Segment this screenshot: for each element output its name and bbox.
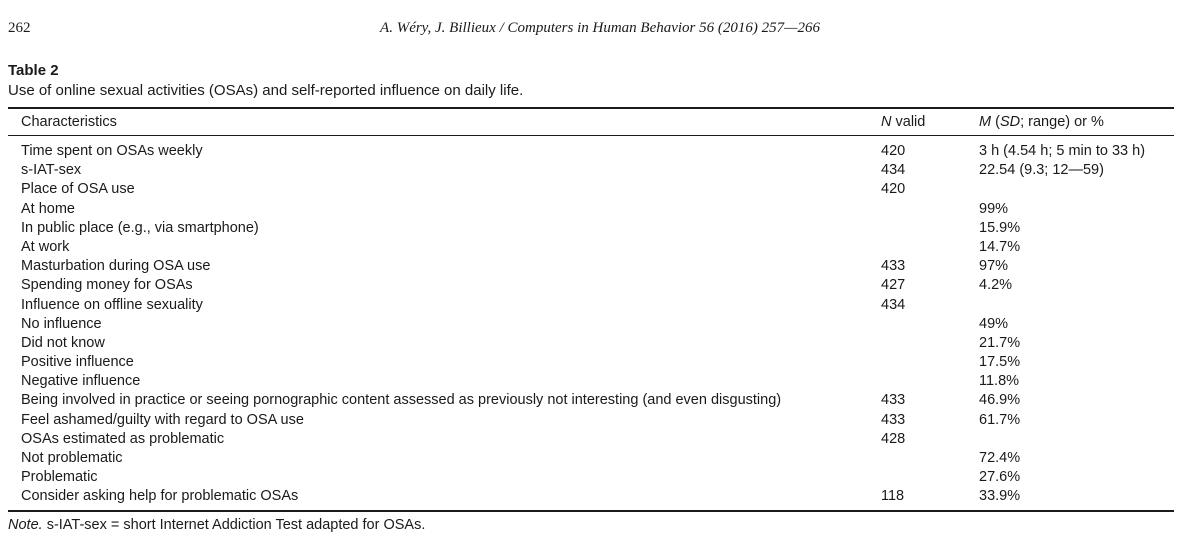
row-value: 99% (979, 200, 1009, 217)
row-label: Did not know (21, 334, 105, 351)
table-row (0, 487, 1200, 506)
running-head: A. Wéry, J. Billieux / Computers in Human Behavior 56 (2016) 257—266 (380, 20, 820, 36)
row-n: 433 (881, 411, 906, 428)
row-value: 17.5% (979, 354, 1021, 371)
table-row (0, 142, 1200, 161)
table-note (8, 517, 425, 533)
table-row (0, 430, 1200, 449)
table-row (0, 353, 1200, 372)
row-n: 420 (881, 143, 906, 159)
table-row (0, 180, 1200, 199)
table-row (0, 257, 1200, 276)
row-value: 4.2% (979, 277, 1013, 294)
row-label: Spending money for OSAs (21, 277, 193, 294)
column-header-m-open: ( (991, 114, 1000, 130)
row-value: 72.4% (979, 450, 1021, 466)
table-bottom-rule (8, 510, 1174, 512)
column-header-mean (979, 112, 1104, 132)
row-value: 3 h (4.54 h; 5 min to 33 h) (979, 143, 1146, 159)
table-row (0, 449, 1200, 468)
column-header-sd-symbol: SD (999, 114, 1021, 130)
row-label: Place of OSA use (21, 181, 135, 198)
row-label: In public place (e.g., via smartphone) (21, 219, 259, 236)
row-label: Time spent on OSAs weekly (21, 143, 203, 159)
column-header-n-text: valid (891, 114, 926, 130)
table-header-row (0, 112, 1200, 132)
table-row (0, 391, 1200, 410)
row-value: 97% (979, 258, 1009, 275)
row-n: 428 (881, 430, 906, 447)
row-label: Influence on offline sexuality (21, 296, 203, 313)
table-note-text: s-IAT-sex = short Internet Addiction Test adapted for OSAs. (42, 517, 426, 533)
table-top-rule (8, 107, 1174, 109)
row-label: Positive influence (21, 354, 134, 371)
row-value: 21.7% (979, 334, 1021, 351)
table-row (0, 334, 1200, 353)
column-header-m-text: ; range) or % (1020, 114, 1104, 130)
table-row (0, 372, 1200, 391)
column-header-n-valid (881, 112, 925, 132)
column-header-m-symbol: M (979, 114, 992, 130)
row-label: s-IAT-sex (21, 162, 82, 179)
table-row (0, 296, 1200, 315)
row-n: 118 (881, 488, 905, 505)
row-label: Problematic (21, 469, 98, 486)
column-header-characteristics: Characteristics (21, 114, 117, 130)
row-n: 434 (881, 162, 906, 179)
table-caption: Use of online sexual activities (OSAs) and self-reported influence on daily life. (8, 82, 524, 99)
table-row (0, 200, 1200, 219)
row-label: No influence (21, 315, 102, 332)
row-label: Consider asking help for problematic OSAs (21, 488, 299, 505)
row-label: Feel ashamed/guilty with regard to OSA use (21, 411, 304, 428)
row-value: 33.9% (979, 488, 1021, 505)
row-n: 420 (881, 181, 906, 198)
page-number: 262 (8, 20, 31, 36)
row-value: 61.7% (979, 411, 1021, 428)
table-row (0, 468, 1200, 487)
table-row (0, 315, 1200, 334)
table-row (0, 161, 1200, 180)
table-row (0, 411, 1200, 430)
row-n: 433 (881, 258, 906, 275)
table-label: Table 2 (8, 62, 59, 79)
row-label: Being involved in practice or seeing pornographic content assessed as previously not interesting (and even disgusting) (21, 392, 782, 409)
table-row (0, 276, 1200, 295)
data-table (0, 112, 1200, 505)
row-value: 22.54 (9.3; 12—59) (979, 162, 1104, 179)
row-label: At work (21, 238, 70, 255)
row-value: 46.9% (979, 392, 1021, 409)
table-row (0, 238, 1200, 257)
row-label: Not problematic (21, 450, 123, 466)
row-label: Negative influence (21, 373, 141, 390)
row-value: 11.8% (979, 373, 1020, 390)
table-body (0, 142, 1200, 507)
column-header-n-symbol: N (881, 114, 892, 130)
row-label: Masturbation during OSA use (21, 258, 211, 275)
row-value: 27.6% (979, 469, 1021, 486)
table-note-label: Note. (8, 517, 43, 533)
row-value: 49% (979, 315, 1009, 332)
row-value: 15.9% (979, 219, 1021, 236)
table-header-rule (8, 135, 1174, 136)
row-n: 433 (881, 392, 906, 409)
row-n: 434 (881, 296, 906, 313)
row-value: 14.7% (979, 238, 1021, 255)
row-n: 427 (881, 277, 906, 294)
row-label: At home (21, 200, 75, 217)
table-row (0, 219, 1200, 238)
row-label: OSAs estimated as problematic (21, 430, 225, 447)
